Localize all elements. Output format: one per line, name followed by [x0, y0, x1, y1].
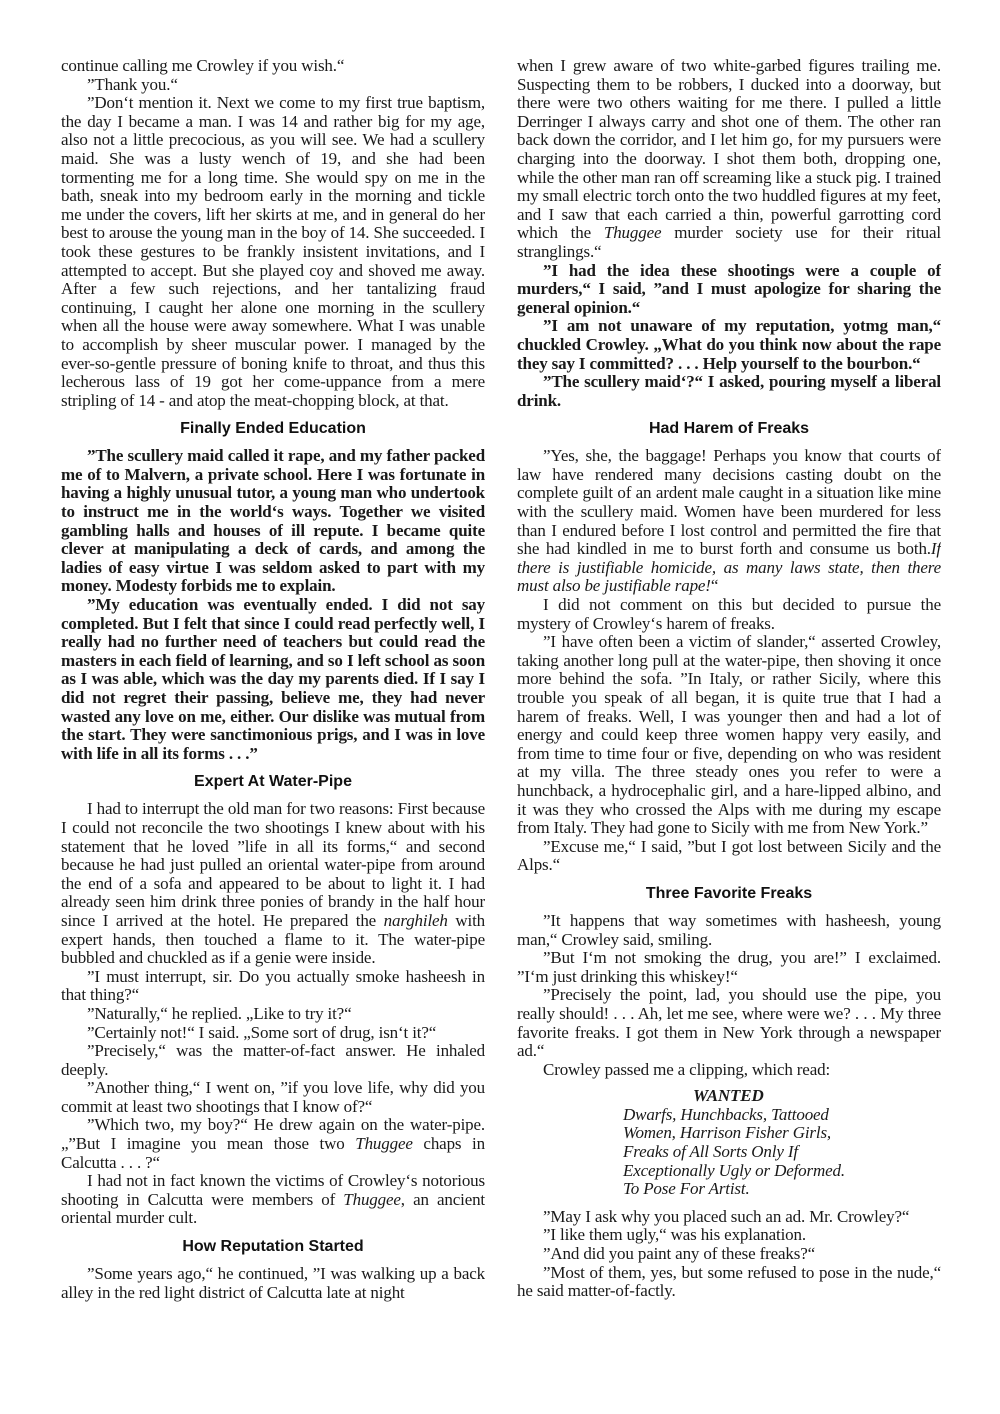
ad-title: WANTED: [693, 1086, 764, 1106]
paragraph: ”I must interrupt, sir. Do you actually smoke hasheesh in that thing?“: [61, 966, 485, 1005]
paragraph: ”The scullery maid‘?“ I asked, pouring myself a liberal drink.: [517, 372, 941, 410]
newspaper-ad-clipping: [623, 1087, 941, 1199]
text-run: chaps in Calcutta . . . ?“: [61, 1134, 485, 1172]
ad-line: Women, Harrison Fisher Girls,: [623, 1123, 832, 1143]
paragraph: ”Most of them, yes, but some refused to pose in the nude,“ he said matter-of-factly.: [517, 1262, 941, 1301]
ad-line: To Pose For Artist.: [623, 1179, 750, 1199]
paragraph: [517, 57, 941, 262]
paragraph: continue calling me Crowley if you wish.“: [61, 57, 345, 75]
right-column: [517, 57, 941, 1387]
paragraph: ”I have often been a victim of slander,“ asserted Crowley, taking another long pull at the water-pipe, then shoving it once more behind the sofa. ”In Italy, or rather Sicily, where this trouble you speak of all began, it is quite true that I had a harem of freaks. Well, I was younger then and had a lot of energy and could keep three women happy very easily, and from time to time four or five, depending on who was resident at my villa. The three steady ones you refer to were a hunchback, a hydrocephalic girl, and a hare-lipped albino, and it was they who crossed the Alps with me during my escape from Italy. They had gone to Sicily with me from New York.”: [517, 632, 941, 838]
section-heading: Three Favorite Freaks: [645, 884, 813, 902]
paragraph: [61, 1172, 485, 1228]
paragraph: ”I am not unaware of my reputation, yotmg man,“ chuckled Crowley. „What do you think now about the rape they say I committed? . . . Help yourself to the bourbon.“: [517, 316, 941, 373]
paragraph: ”Some years ago,“ he continued, ”I was walking up a back alley in the red light district of Calcutta late at night: [61, 1264, 485, 1302]
paragraph: ”Excuse me,“ I said, ”but I got lost between Sicily and the Alps.“: [517, 836, 941, 875]
paragraph: ”Certainly not!“ I said. „Some sort of drug, isn‘t it?“: [87, 1022, 437, 1042]
ad-line: Freaks of All Sorts Only If: [623, 1142, 798, 1162]
paragraph: ”And did you paint any of these freaks?“: [543, 1244, 816, 1264]
text-run: I had not in fact known the victims of Crowley‘s notorious shooting in Calcutta were members of: [61, 1171, 485, 1209]
text-run: “: [710, 576, 719, 596]
ad-line: Exceptionally Ugly or Deformed.: [623, 1160, 845, 1180]
document-page: [61, 57, 941, 1387]
paragraph: ”The scullery maid called it rape, and my father packed me of to Malvern, a private school. Here I was fortunate in having a highly unusual tutor, a young man who undertook to instruct me in the world‘s ways. Together we visited gambling halls and houses of ill repute. I became quite clever at manipulating a deck of cards, and among the ladies of easy virtue I was seldom asked to part with my money. Modesty forbids me to explain.: [61, 446, 485, 596]
italic-text: narghileh: [383, 910, 448, 930]
paragraph: Crowley passed me a clipping, which read:: [543, 1059, 831, 1079]
paragraph: ”Another thing,“ I went on, ”if you love life, why did you commit at least two shootings that I know of?“: [61, 1078, 485, 1116]
paragraph: [61, 800, 485, 967]
text-run: with expert hands, then touched a flame to it. The water-pipe bubbled and chuckled as if a genie were inside.: [61, 910, 485, 968]
italic-text: Thuggee: [343, 1189, 401, 1209]
paragraph: ”I like them ugly,“ was his explanation.: [543, 1225, 806, 1245]
paragraph: ”Precisely the point, lad, you should use the pipe, you really should! . . . Ah, let me see, where were we? . . . My three favorite freaks. I got them in New York through a newspaper ad.“: [517, 985, 941, 1061]
paragraph: ”It happens that way sometimes with hasheesh, young man,“ Crowley said, smiling.: [517, 910, 941, 949]
text-run: I had to interrupt the old man for two reasons: First because I could not reconcile the two shootings I knew about with his statement that he loved ”life in all its forms,“ and second because he had just pulled an oriental water-pipe from around the end of a sofa and appeared to be about to light it. I had already seen him drink three ponies of brandy in the half hour since I arrived at the hotel. He prepared the: [61, 799, 485, 930]
paragraph: ”Naturally,“ he replied. „Like to try it?“: [87, 1003, 352, 1023]
text-run: ”Yes, she, the baggage! Perhaps you know that courts of law have rendered many decisions casting doubt on the complete guilt of an ardent male caught in a situation like mine with the scullery maid. Women have been murdered for less than I endured before I lost control and permitted the fire that she had kindled in me to burst forth and consume us both.: [517, 446, 941, 559]
italic-text: Thuggee: [603, 223, 662, 243]
paragraph: ”May I ask why you placed such an ad. Mr. Crowley?“: [543, 1206, 910, 1226]
paragraph: [61, 1116, 485, 1172]
paragraph: I did not comment on this but decided to pursue the mystery of Crowley‘s harem of freaks.: [517, 595, 941, 633]
section-heading: Finally Ended Education: [180, 420, 366, 438]
italic-text: Thuggee: [355, 1134, 413, 1154]
text-run: ”Which two, my boy?“ He drew again on the water-pipe. „”But I imagine you mean those two: [61, 1115, 485, 1154]
paragraph: ”I had the idea these shootings were a couple of murders,“ I said, ”and I must apologize for sharing the general opinion.“: [517, 260, 941, 317]
paragraph: ”My education was eventually ended. I did not say completed. But I felt that since I could read perfectly well, I really had no further need of teachers but could read the masters in each field of learning, and so I left school as soon as I was able, which was the day my parents died. If I say I did not regret their passing, believe me, they had never wasted any love on me, either. Our dislike was mutual from the start. They were sanctimonious prigs, and I was in love with life in all its forms . . .”: [61, 595, 485, 763]
section-heading: Expert At Water-Pipe: [194, 773, 352, 791]
text-run: , an ancient oriental murder cult.: [61, 1189, 485, 1228]
paragraph: [517, 447, 941, 596]
paragraph: ”Don‘t mention it. Next we come to my first true baptism, the day I became a man. I was 14 and rather big for my age, also not a little precocious, as you will see. We had a scullery maid. She was a lusty wench of 19, and she had been tormenting me for a long time. She would spy on me in the bath, sneak into my bedroom early in the morning and tickle me under the covers, lift her skirts at me, and in general do her best to arouse the young man in the boy of 14. She succeeded. I took these gestures to be frankly insistent invitations, and I attempted to accept. But she played coy and shoved me away. After a few such rejections, and her tantalizing fraud continuing, I caught her alone one morning in the scullery when all the house were away somewhere. What I was unable to accomplish by sheer muscular power. I managed by the ever-so-gentle pressure of boning knife to throat, and thus this lecherous lass of 19 got her come-uppance from a mere stripling of 14 - and atop the meat-chopping block, at that.: [61, 93, 485, 410]
left-column: [61, 57, 485, 1387]
paragraph: ”Thank you.“: [87, 74, 178, 94]
section-heading: How Reputation Started: [182, 1238, 364, 1256]
section-heading: Had Harem of Freaks: [648, 420, 810, 438]
text-run: when I grew aware of two white-garbed figures trailing me. Suspecting them to be robbers, I ducked into a doorway, but there were two others waiting for me there. I pulled a little Derringer I always carry and shot one of them. The other ran back down the corridor, and I let him go, for my pursuers were charging into the doorway. I shot them both, dropping one, while the other man ran off screaming like a stuck pig. I trained my small electric torch onto the two huddled figures at my feet, and I saw that each carried a thin, powerful garrotting cord which the: [517, 57, 941, 243]
ad-line: Dwarfs, Hunchbacks, Tattooed: [623, 1104, 829, 1124]
paragraph: ”But I‘m not smoking the drug, you are!” I exclaimed. ”I‘m just drinking this whiskey!“: [517, 948, 941, 986]
paragraph: ”Precisely,“ was the matter-of-fact answer. He inhaled deeply.: [61, 1041, 485, 1079]
text-run: murder society use for their ritual stranglings.“: [517, 223, 941, 261]
italic-text: If there is justifiable homicide, as many laws state, then there must also be justifiable rape!: [517, 539, 941, 596]
